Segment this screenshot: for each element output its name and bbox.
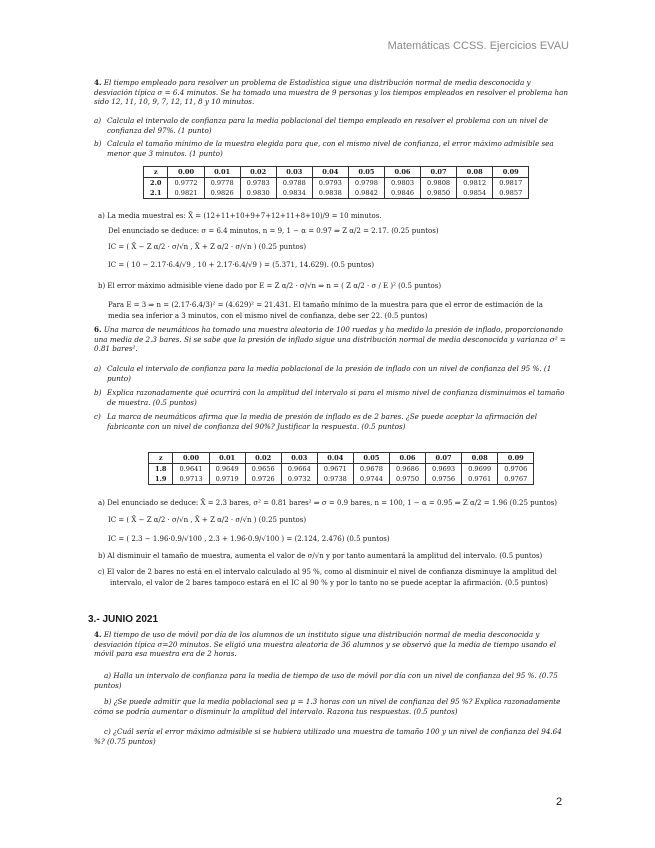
table-cell: 0.9750 [389, 474, 425, 485]
table-cell: 0.9738 [317, 474, 353, 485]
table-cell: 0.9732 [281, 474, 317, 485]
sol-line: IC = ( X̄ − Z α/2 · σ/√n , X̄ + Z α/2 · σ/√n ) (0.25 puntos) [108, 243, 307, 251]
sol-line: b) El error máximo admisible viene dado por E = Z α/2 · σ/√n ⇒ n = ( Z α/2 · σ / E )² (0.5 puntos) [98, 282, 442, 290]
sol-line: Para E = 3 ⇒ n = (2.17·6.4/3)² = (4.629)² = 21.431. El tamaño mínimo de la muestra para que el error de estimación de la [108, 301, 543, 309]
table-cell: 0.9744 [353, 474, 389, 485]
table-cell: 0.9664 [281, 464, 317, 475]
question-4-junio-part-a: a) Halla un intervalo de confianza para la media de tiempo de uso de móvil por día con un nivel de confianza del 95 %. (0.75 puntos) [94, 671, 558, 690]
question-6-part-b: b) Explica razonadamente qué ocurrirá con la amplitud del intervalo si para el mismo nivel de confianza disminuimos el tamaño de muestra. (0.5 puntos) [94, 388, 568, 407]
z-table-2 [148, 452, 534, 485]
table-header-cell: 0.07 [426, 453, 462, 464]
part-text: Calcula el tamaño mínimo de la muestra elegida para que, con el mismo nivel de confianza, el error máximo admisible sea menor que 3 minutos. (1 punto) [107, 139, 554, 158]
sol-line: c) El valor de 2 bares no está en el intervalo calculado al 95 %, como al disminuir el nivel de confianza disminuye la amplitud del [98, 568, 557, 576]
question-text: El tiempo empleado para resolver un problema de Estadística sigue una distribución normal de media desconocida y desviación típica σ = 6.4 minutos. Se ha tomado una muestra de 9 personas y los tiempos empleados en resolver el problema han sido 12, 11, 10, 9, 7, 12, 11, 8 y 10 minutos. [94, 78, 568, 107]
question-4-junio-part-c: c) ¿Cuál sería el error máximo admisible si se hubiera utilizado una muestra de tamaño 100 y un nivel de confianza del 94.64 %? (0.75 puntos) [94, 727, 562, 746]
sol-line: IC = ( X̄ − Z α/2 · σ/√n , X̄ + Z α/2 · σ/√n ) (0.25 puntos) [108, 516, 307, 524]
table-cell: 0.9821 [168, 188, 204, 199]
table-cell: 0.9783 [240, 178, 276, 189]
table-header-cell: 0.06 [389, 453, 425, 464]
section-title: 3.- JUNIO 2021 [88, 614, 159, 625]
question-6-statement [94, 325, 568, 354]
question-number: 4. [94, 630, 102, 639]
table-header-cell: 0.05 [353, 453, 389, 464]
table-cell: 2.1 [150, 189, 162, 197]
table-cell: 0.9798 [348, 178, 384, 189]
question-number: 6. [94, 325, 102, 334]
table-header-cell: 0.09 [498, 453, 534, 464]
question-4-junio-part-b: b) ¿Se puede admitir que la media poblacional sea μ = 1.3 horas con un nivel de confianza del 95 %? Explica razonadamente cómo se podría aumentar o disminuir la amplitud del intervalo. Razona tus respuestas. (0.5 puntos) [94, 697, 561, 716]
page-number: 2 [556, 796, 563, 808]
table-header-cell: z [149, 453, 173, 464]
table-cell: 0.9830 [240, 188, 276, 199]
table-header-cell: 0.03 [281, 453, 317, 464]
sol-line: intervalo, el valor de 2 bares tampoco estará en el IC al 90 % y por lo tanto no se puede aceptar la afirmación. (0.5 puntos) [110, 579, 548, 587]
table-cell: 0.9854 [457, 188, 493, 199]
table-cell: 0.9761 [462, 474, 498, 485]
table-header-cell: 0.02 [245, 453, 281, 464]
table-cell: 0.9656 [245, 464, 281, 475]
sol-line: a) La media muestral es: X̄ = (12+11+10+9+7+12+11+8+10)/9 = 10 minutos. [98, 212, 382, 220]
sol-line: b) Al disminuir el tamaño de muestra, aumenta el valor de σ/√n y por tanto aumentará la amplitud del intervalo. (0.5 puntos) [98, 552, 543, 560]
table-row [149, 474, 534, 485]
sol-line: IC = ( 2.3 − 1.96·0.9/√100 , 2.3 + 1.96·0.9/√100 ) = (2.124, 2.476) (0.5 puntos) [108, 535, 390, 543]
question-6-part-c: c) La marca de neumáticos afirma que la media de presión de inflado es de 2 bares. ¿Se puede aceptar la afirmación del fabricante con un nivel de confianza del 90%? Justificar la respuesta. (0.5 puntos) [94, 412, 568, 431]
table-header-cell: 0.06 [384, 167, 420, 178]
table-cell: 0.9686 [389, 464, 425, 475]
table-cell: 0.9756 [426, 474, 462, 485]
question-6-part-a: a) Calcula el intervalo de confianza para la media poblacional de la presión de inflado con un nivel de confianza del 95 %. (1 punto) [94, 364, 568, 383]
table-row [144, 178, 529, 189]
table-cell: 0.9778 [204, 178, 240, 189]
table-header-cell: 0.01 [204, 167, 240, 178]
table-cell: 0.9803 [384, 178, 420, 189]
table-header-cell: 0.08 [462, 453, 498, 464]
table-cell: 0.9838 [312, 188, 348, 199]
table-cell: 0.9817 [493, 178, 529, 189]
table-header-cell: 0.04 [312, 167, 348, 178]
table-header-cell: 0.04 [317, 453, 353, 464]
table-cell: 0.9641 [173, 464, 209, 475]
table-cell: 0.9699 [462, 464, 498, 475]
table-header-cell: 0.02 [240, 167, 276, 178]
table-cell: 1.9 [155, 475, 167, 483]
table-cell: 0.9678 [353, 464, 389, 475]
question-4-statement [94, 78, 568, 107]
table-cell: 0.9808 [421, 178, 457, 189]
table-cell: 0.9772 [168, 178, 204, 189]
table-header-cell: 0.07 [421, 167, 457, 178]
table-cell: 0.9793 [312, 178, 348, 189]
table-header-cell: z [144, 167, 168, 178]
table-cell: 0.9693 [426, 464, 462, 475]
question-text: Una marca de neumáticos ha tomado una muestra aleatoria de 100 ruedas y ha medido la presión de inflado, proporcionando una media de 2.3 bares. Si se sabe que la presión de inflado sigue una distribución normal de media desconocida y varianza σ² = 0.81 bares². [94, 325, 566, 354]
table-cell: 0.9726 [245, 474, 281, 485]
table-row [144, 188, 529, 199]
sol-line: IC = ( 10 − 2.17·6.4/√9 , 10 + 2.17·6.4/√9 ) = (5.371, 14.629). (0.5 puntos) [108, 261, 375, 269]
table-cell: 0.9857 [493, 188, 529, 199]
table-header-cell: 0.05 [348, 167, 384, 178]
part-text: Calcula el intervalo de confianza para la media poblacional del tiempo empleado en resolver el problema con un nivel de confianza del 97%. (1 punto) [107, 116, 549, 135]
table-cell: 0.9850 [421, 188, 457, 199]
table-cell: 0.9846 [384, 188, 420, 199]
table-cell: 0.9713 [173, 474, 209, 485]
sol-line: a) Del enunciado se deduce: X̄ = 2.3 bares, σ² = 0.81 bares² ⇒ σ = 0.9 bares, n = 100, 1 − α = 0.95 ⇒ Z α/2 = 1.96 (0.25 puntos) [98, 499, 558, 507]
table-cell: 0.9812 [457, 178, 493, 189]
sol-line: Del enunciado se deduce: σ = 6.4 minutos, n = 9, 1 − α = 0.97 ⇒ Z α/2 = 2.17. (0.25 puntos) [108, 227, 439, 235]
table-cell: 0.9706 [498, 464, 534, 475]
table-header-cell: 0.01 [209, 453, 245, 464]
table-header-cell: 0.03 [276, 167, 312, 178]
question-text: El tiempo de uso de móvil por día de los alumnos de un instituto sigue una distribución normal de media desconocida y desviación típica σ=20 minutos. Se eligió una muestra aleatoria de 36 alumnos y se observó que la media de tiempo usando el móvil para esa muestra era de 2 horas. [94, 630, 557, 659]
table-cell: 0.9719 [209, 474, 245, 485]
table-header-cell: 0.00 [168, 167, 204, 178]
table-cell: 0.9834 [276, 188, 312, 199]
table-row [149, 464, 534, 475]
part-text: Explica razonadamente qué ocurrirá con la amplitud del intervalo si para el mismo nivel de confianza disminuimos el tamaño de muestra. (0.5 puntos) [107, 388, 565, 407]
table-cell: 0.9671 [317, 464, 353, 475]
question-4-part-a: a) Calcula el intervalo de confianza para la media poblacional del tiempo empleado en resolver el problema con un nivel de confianza del 97%. (1 punto) [94, 116, 568, 135]
part-text: La marca de neumáticos afirma que la media de presión de inflado es de 2 bares. ¿Se puede aceptar la afirmación del fabricante con un nivel de confianza del 90%? Justificar la respuesta. (0.5 puntos) [107, 412, 538, 431]
question-4-part-b: b) Calcula el tamaño mínimo de la muestra elegida para que, con el mismo nivel de confianza, el error máximo admisible sea menor que 3 minutos. (1 punto) [94, 139, 568, 158]
table-cell: 2.0 [150, 179, 162, 187]
question-number: 4. [94, 78, 102, 87]
table-header-cell: 0.09 [493, 167, 529, 178]
z-table-1 [143, 166, 529, 199]
table-cell: 0.9649 [209, 464, 245, 475]
table-cell: 0.9767 [498, 474, 534, 485]
table-cell: 0.9842 [348, 188, 384, 199]
page-header: Matemáticas CCSS. Ejercicios EVAU [387, 40, 569, 52]
table-cell: 1.8 [155, 465, 167, 473]
part-text: Calcula el intervalo de confianza para la media poblacional de la presión de inflado con un nivel de confianza del 95 %. (1 punto) [107, 364, 552, 383]
sol-line: media sea inferior a 3 minutos, con el mismo nivel de confianza, debe ser 22. (0.5 puntos) [108, 312, 428, 320]
table-header-cell: 0.00 [173, 453, 209, 464]
table-cell: 0.9826 [204, 188, 240, 199]
table-header-cell: 0.08 [457, 167, 493, 178]
table-cell: 0.9788 [276, 178, 312, 189]
question-4-junio-statement [94, 630, 568, 659]
